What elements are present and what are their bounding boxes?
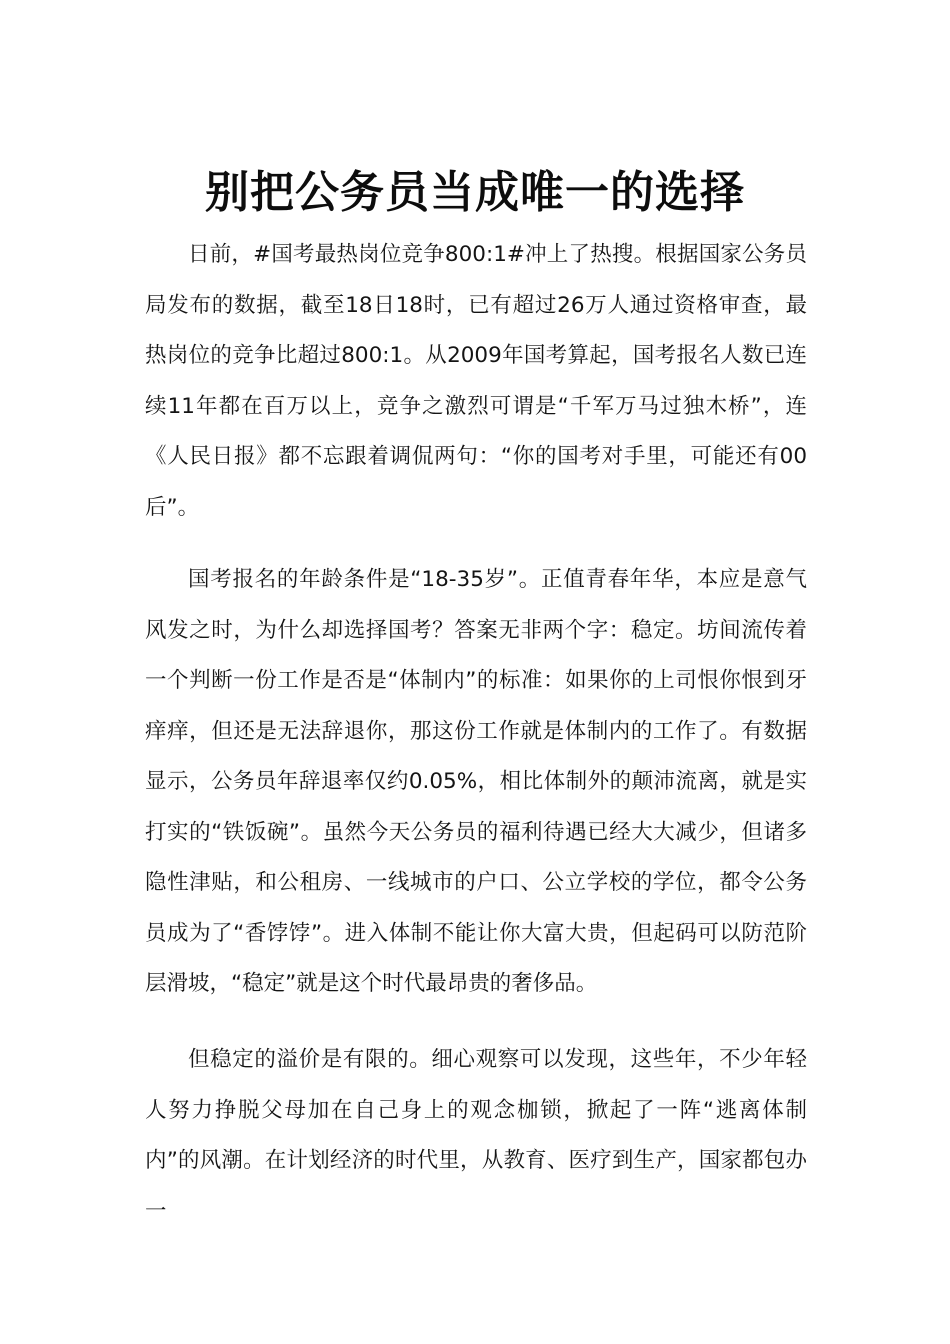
paragraph-1-block xyxy=(145,230,807,533)
paragraph-2: 国考报名的年龄条件是“18-35岁”。正值青春年华，本应是意气风发之时，为什么却选择国考？答案无非两个字：稳定。坊间流传着一个判断一份工作是否是“体制内”的标准：如果你的上司恨你恨到牙痒痒，但还是无法辞退你，那这份工作就是体制内的工作了。有数据显示，公务员年辞退率仅约0.05%，相比体制外的颠沛流离，就是实打实的“铁饭碗”。虽然今天公务员的福利待遇已经大大减少，但诸多隐性津贴，和公租房、一线城市的户口、公立学校的学位，都令公务员成为了“香饽饽”。进入体制不能让你大富大贵，但起码可以防范阶层滑坡，“稳定”就是这个时代最昂贵的奢侈品。 xyxy=(145,567,807,996)
paragraph-3: 但稳定的溢价是有限的。细心观察可以发现，这些年，不少年轻人努力挣脱父母加在自己身上的观念枷锁，掀起了一阵“逃离体制内”的风潮。在计划经济的时代里，从教育、医疗到生产，国家都包办一 xyxy=(145,1047,807,1224)
paragraph-2-block xyxy=(145,555,807,1010)
paragraph-1: 日前，#国考最热岗位竞争800:1#冲上了热搜。根据国家公务员局发布的数据，截至18日18时，已有超过26万人通过资格审查，最热岗位的竞争比超过800:1。从2009年国考算起，国考报名人数已连续11年都在百万以上，竞争之激烈可谓是“千军万马过独木桥”，连《人民日报》都不忘跟着调侃两句：“你的国考对手里，可能还有00后”。 xyxy=(145,242,807,520)
document-title: 别把公务员当成唯一的选择 xyxy=(205,167,745,219)
paragraph-3-block xyxy=(145,1035,807,1237)
